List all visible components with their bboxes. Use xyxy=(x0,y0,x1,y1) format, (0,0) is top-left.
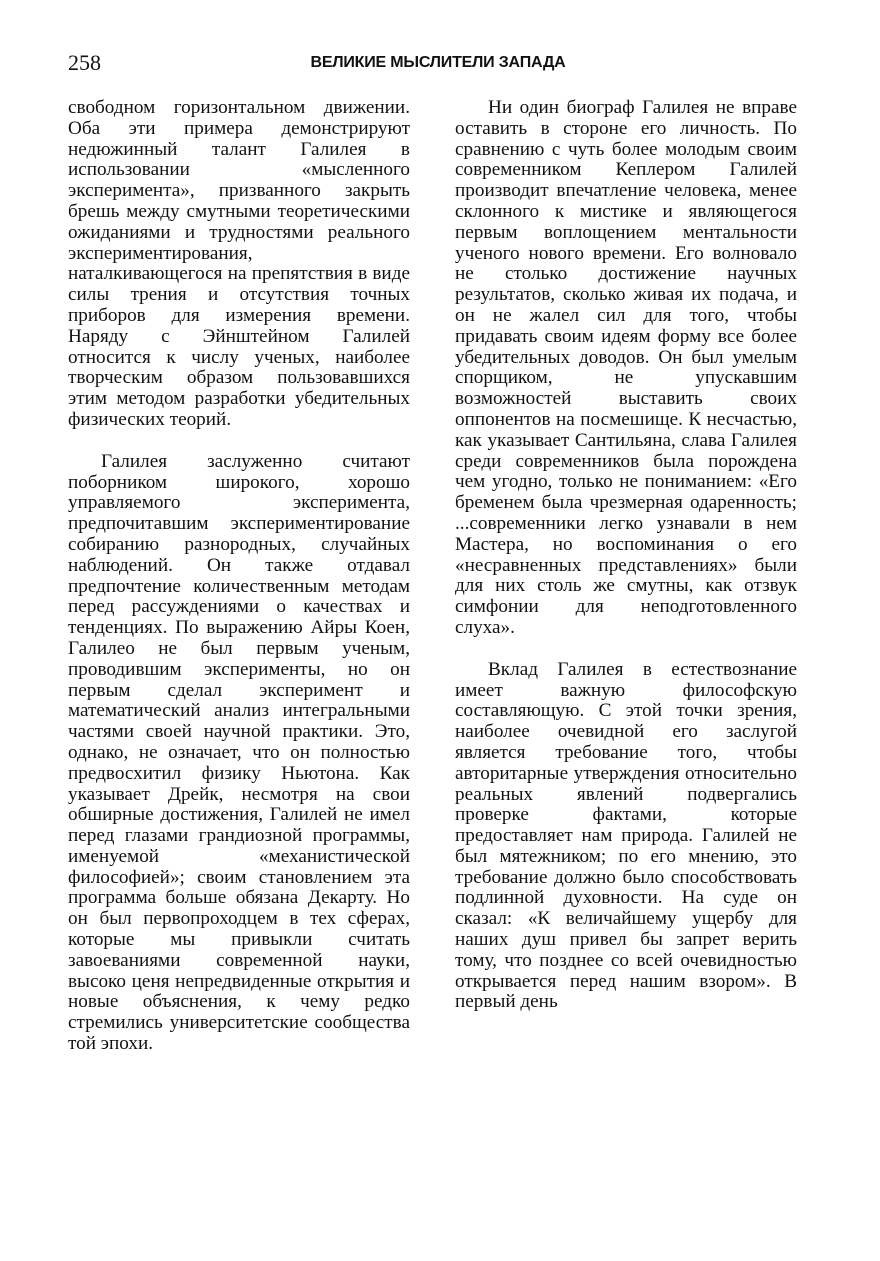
paragraph: Галилея заслуженно считают поборником широкого, хорошо управляемого эксперимента, предпочитавшим экспериментирование собиранию разнородных, случайных наблюдений. Он также отдавал предпочтение количественным методам перед рассуждениями о качествах и тенденциях. По выражению Айры Коен, Галилео не был первым ученым, проводившим эксперименты, но он первым сделал эксперимент и математический анализ интегральными частями своей научной практики. Это, однако, не означает, что он полностью предвосхитил физику Ньютона. Как указывает Дрейк, несмотря на свои обширные достижения, Галилей не имел перед глазами грандиозной программы, именуемой «механистической философией»; своим становлением эта программа больше обязана Декарту. Но он был первопроходцем в тех сферах, которые мы привыкли считать завоеваниями современной науки, высоко ценя непредвиденные открытия и новые объяснения, к чему редко стремились университетские сообщества той эпохи. xyxy=(68,450,410,1055)
page-number: 258 xyxy=(68,50,101,75)
running-title: ВЕЛИКИЕ МЫСЛИТЕЛИ ЗАПАДА xyxy=(310,54,566,71)
page-header xyxy=(68,42,808,82)
right-column xyxy=(455,98,797,1013)
paragraph: Ни один биограф Галилея не вправе оставить в стороне его личность. По сравнению с чуть более молодым своим современником Кеплером Галилей производит впечатление человека, менее склонного к мистике и являющегося первым воплощением ментальности ученого нового времени. Его волновало не столько достижение научных результатов, сколько живая их подача, и он не жалел сил для того, чтобы придавать своим идеям форму все более убедительных доводов. Он был умелым спорщиком, не упускавшим возможностей выставить своих оппонентов на посмешище. К несчастью, как указывает Сантильяна, слава Галилея среди современников была порождена чем угодно, только не пониманием: «Его бременем была чрезмерная одаренность; ...современники легко узнавали в нем Мастера, но воспоминания о его «несравненных представлениях» были для них столь же смутны, как отзвук симфонии для неподготовленного слуха». xyxy=(455,97,797,638)
left-column xyxy=(68,98,410,1055)
paragraph: свободном горизонтальном движении. Оба эти примера демонстрируют недюжинный талант Галилея в использовании «мысленного эксперимента», призванного закрыть брешь между смутными теоретическими ожиданиями и трудностями реального экспериментирования, наталкивающегося на препятствия в виде силы трения и отсутствия точных приборов для измерения времени. Наряду с Эйнштейном Галилей относится к числу ученых, наиболее творческим образом пользовавшихся этим методом разработки убедительных физических теорий. xyxy=(68,97,410,430)
paragraph: Вклад Галилея в естествознание имеет важную философскую составляющую. С этой точки зрения, наиболее очевидной его заслугой является требование того, чтобы авторитарные утверждения относительно реальных явлений подвергались проверке фактами, которые предоставляет нам природа. Галилей не был мятежником; по его мнению, это требование должно было способствовать подлинной духовности. На суде он сказал: «К величайшему ущербу для наших душ привел бы запрет верить тому, что позднее со всей очевидностью открывается перед нашим взором». В первый день xyxy=(455,658,797,1013)
